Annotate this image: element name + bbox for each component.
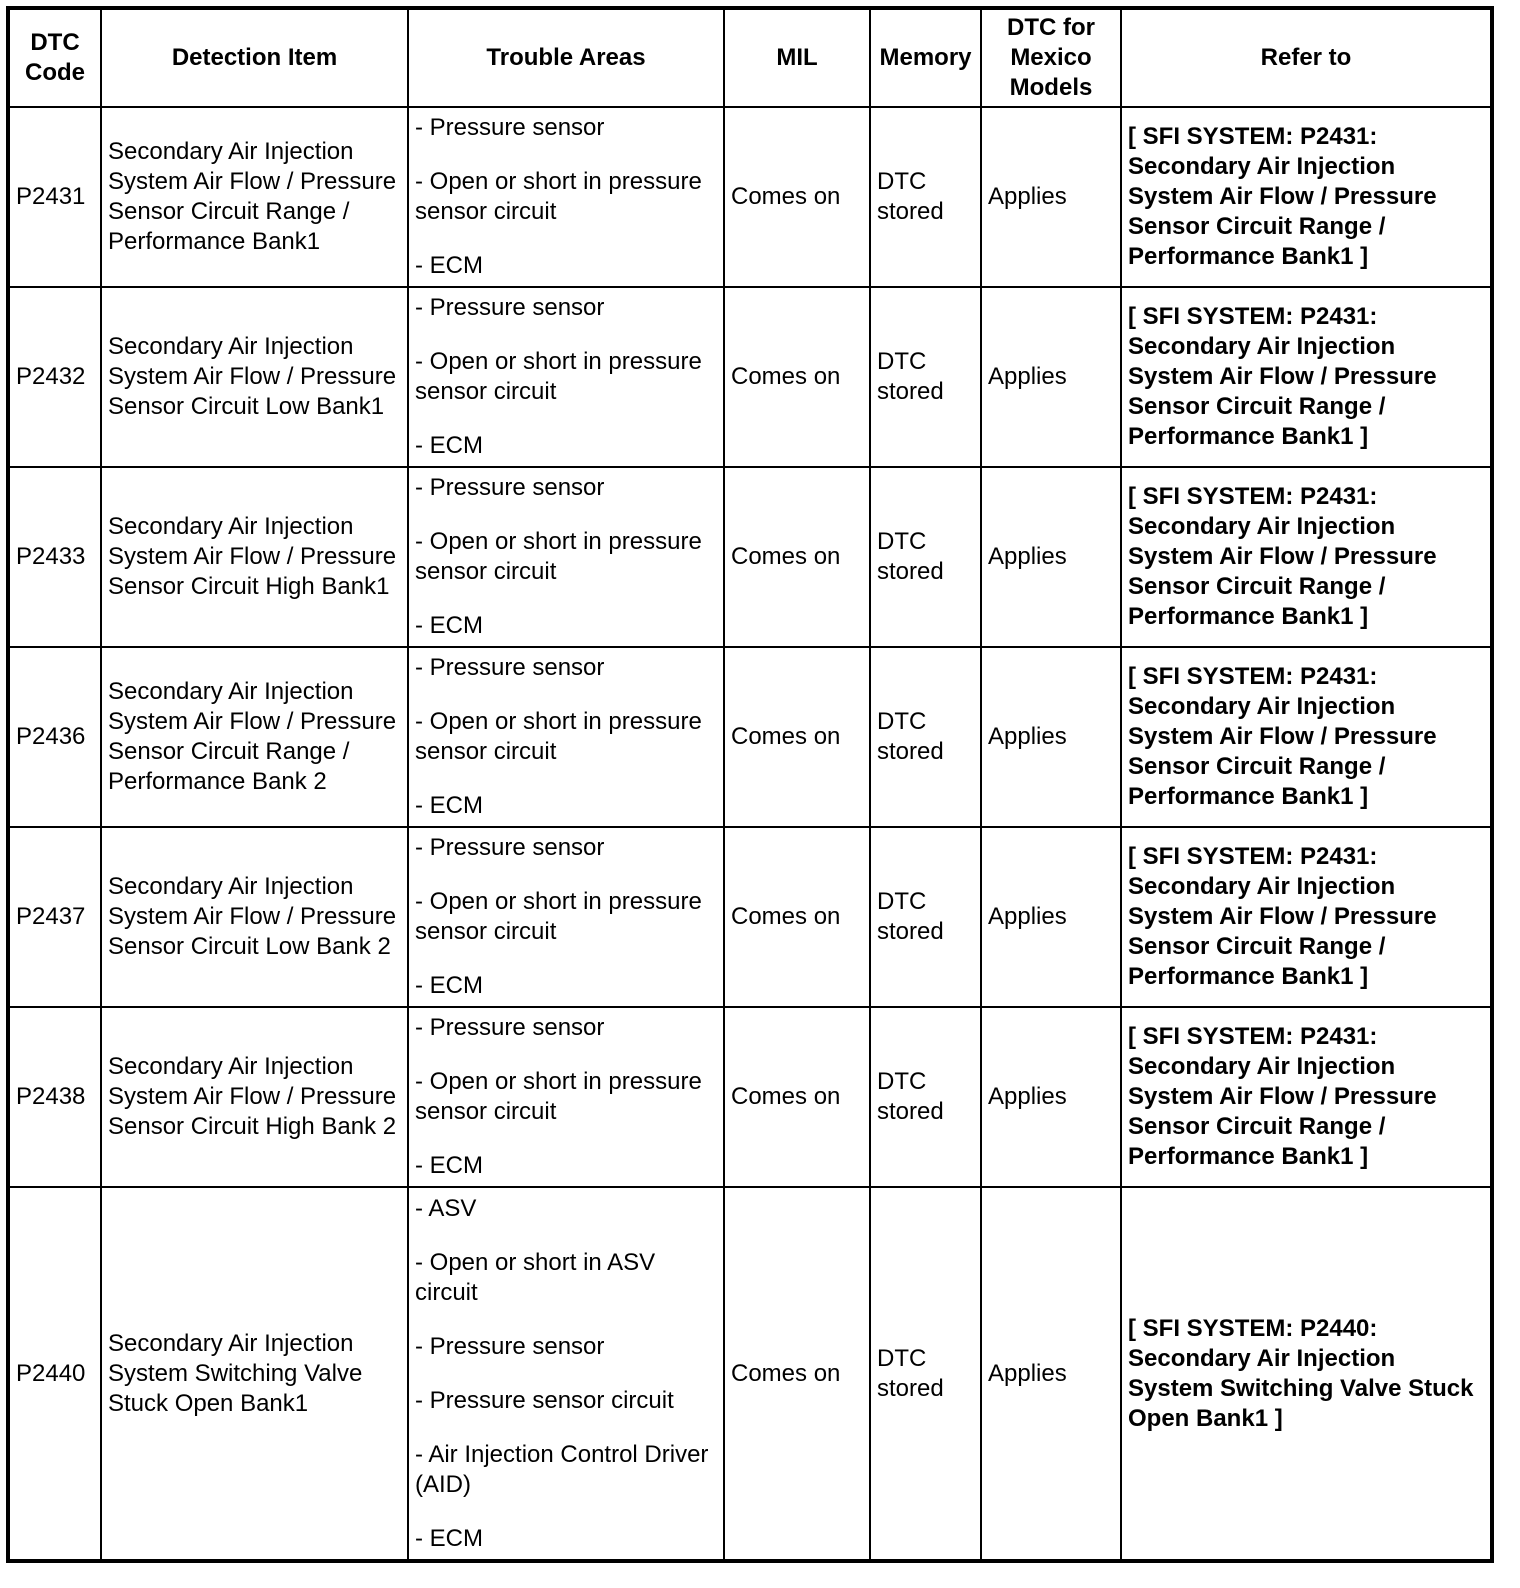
trouble-area-item: - ECM [415,1152,483,1179]
dtc-code-cell: P2440 [8,1187,101,1561]
trouble-areas-cell [408,827,724,1007]
trouble-area-item: - Pressure sensor [415,114,605,141]
detection-item-cell: Secondary Air Injection System Air Flow / Pressure Sensor Circuit Range / Performance Bank1 [101,107,408,287]
trouble-area-item: - ASV [415,1194,477,1222]
trouble-area-item: - Pressure sensor [415,294,605,321]
trouble-areas-cell [408,1007,724,1187]
header-dtc-code: DTC Code [8,8,101,107]
detection-item-cell: Secondary Air Injection System Air Flow / Pressure Sensor Circuit Low Bank1 [101,287,408,467]
memory-cell: DTC stored [870,1187,981,1561]
trouble-areas-cell [408,1187,724,1561]
table-row [8,1187,1492,1561]
trouble-area-item: - Pressure sensor [415,1332,605,1360]
trouble-area-item: - ECM [415,792,483,819]
mil-cell: Comes on [724,107,870,287]
trouble-area-item: - ECM [415,972,483,999]
memory-cell: DTC stored [870,467,981,647]
detection-item-cell: Secondary Air Injection System Air Flow / Pressure Sensor Circuit High Bank1 [101,467,408,647]
refer-to-cell: [ SFI SYSTEM: P2431: Secondary Air Injection System Air Flow / Pressure Sensor Circuit Range / Performance Bank1 ] [1121,467,1492,647]
detection-item-cell: Secondary Air Injection System Switching Valve Stuck Open Bank1 [101,1187,408,1561]
trouble-area-item: - Open or short in ASV circuit [415,1248,656,1306]
mexico-models-cell: Applies [981,287,1121,467]
dtc-code-cell: P2438 [8,1007,101,1187]
dtc-code-cell: P2431 [8,107,101,287]
mexico-models-cell: Applies [981,1187,1121,1561]
refer-to-cell: [ SFI SYSTEM: P2431: Secondary Air Injection System Air Flow / Pressure Sensor Circuit Range / Performance Bank1 ] [1121,647,1492,827]
memory-cell: DTC stored [870,827,981,1007]
dtc-code-cell: P2437 [8,827,101,1007]
refer-to-cell: [ SFI SYSTEM: P2440: Secondary Air Injection System Switching Valve Stuck Open Bank1 ] [1121,1187,1492,1561]
mexico-models-cell: Applies [981,1007,1121,1187]
dtc-code-cell: P2433 [8,467,101,647]
trouble-area-item: - Pressure sensor [415,1014,605,1041]
memory-cell: DTC stored [870,287,981,467]
trouble-area-item: - Open or short in pressure sensor circuit [415,1068,702,1125]
table-row [8,1007,1492,1187]
trouble-area-item: - Pressure sensor [415,474,605,501]
table-row [8,107,1492,287]
mexico-models-cell: Applies [981,827,1121,1007]
trouble-area-item: - Open or short in pressure sensor circuit [415,348,702,405]
mexico-models-cell: Applies [981,107,1121,287]
refer-to-cell: [ SFI SYSTEM: P2431: Secondary Air Injection System Air Flow / Pressure Sensor Circuit Range / Performance Bank1 ] [1121,287,1492,467]
mexico-models-cell: Applies [981,467,1121,647]
dtc-code-cell: P2436 [8,647,101,827]
trouble-area-item: - Open or short in pressure sensor circuit [415,708,702,765]
mexico-models-cell: Applies [981,647,1121,827]
memory-cell: DTC stored [870,647,981,827]
detection-item-cell: Secondary Air Injection System Air Flow / Pressure Sensor Circuit High Bank 2 [101,1007,408,1187]
trouble-area-item: - Pressure sensor [415,654,605,681]
header-trouble-areas: Trouble Areas [408,8,724,107]
refer-to-cell: [ SFI SYSTEM: P2431: Secondary Air Injection System Air Flow / Pressure Sensor Circuit Range / Performance Bank1 ] [1121,1007,1492,1187]
detection-item-cell: Secondary Air Injection System Air Flow / Pressure Sensor Circuit Low Bank 2 [101,827,408,1007]
trouble-area-item: - ECM [415,612,483,639]
trouble-area-item: - Open or short in pressure sensor circuit [415,168,702,225]
mil-cell: Comes on [724,467,870,647]
trouble-area-item: - Open or short in pressure sensor circuit [415,528,702,585]
trouble-areas-cell [408,287,724,467]
trouble-areas-cell [408,107,724,287]
trouble-area-item: - Air Injection Control Driver (AID) [415,1440,709,1498]
table-row [8,467,1492,647]
dtc-table [6,6,1494,1563]
trouble-area-item: - Pressure sensor [415,834,605,861]
mil-cell: Comes on [724,647,870,827]
header-memory: Memory [870,8,981,107]
refer-to-cell: [ SFI SYSTEM: P2431: Secondary Air Injection System Air Flow / Pressure Sensor Circuit Range / Performance Bank1 ] [1121,107,1492,287]
header-row [8,8,1492,107]
mil-cell: Comes on [724,1187,870,1561]
trouble-area-item: - ECM [415,432,483,459]
trouble-area-item: - Open or short in pressure sensor circuit [415,888,702,945]
memory-cell: DTC stored [870,1007,981,1187]
memory-cell: DTC stored [870,107,981,287]
mil-cell: Comes on [724,827,870,1007]
header-detection-item: Detection Item [101,8,408,107]
table-row [8,287,1492,467]
mil-cell: Comes on [724,287,870,467]
dtc-table-container [6,6,1494,1563]
trouble-areas-cell [408,647,724,827]
header-mexico-models: DTC for Mexico Models [981,8,1121,107]
trouble-area-item: - Pressure sensor circuit [415,1386,674,1414]
table-row [8,827,1492,1007]
detection-item-cell: Secondary Air Injection System Air Flow / Pressure Sensor Circuit Range / Performance Bank 2 [101,647,408,827]
trouble-areas-cell [408,467,724,647]
header-mil: MIL [724,8,870,107]
dtc-code-cell: P2432 [8,287,101,467]
mil-cell: Comes on [724,1007,870,1187]
trouble-area-item: - ECM [415,252,483,279]
refer-to-cell: [ SFI SYSTEM: P2431: Secondary Air Injection System Air Flow / Pressure Sensor Circuit Range / Performance Bank1 ] [1121,827,1492,1007]
header-refer-to: Refer to [1121,8,1492,107]
trouble-area-item: - ECM [415,1524,483,1552]
table-row [8,647,1492,827]
